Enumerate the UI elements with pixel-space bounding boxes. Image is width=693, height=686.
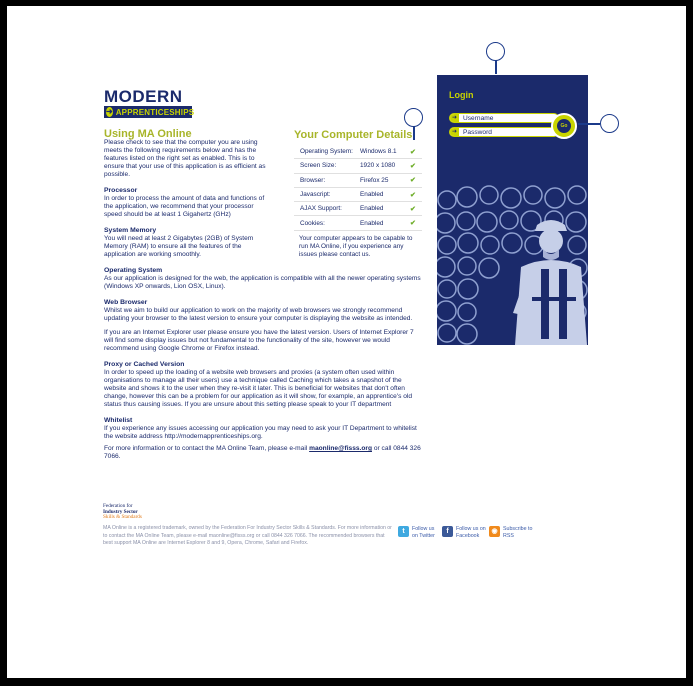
arrow-circle-icon: ➜ [106, 107, 113, 116]
section-body: As our application is designed for the web, the application is compatible with all the newer operating systems (Windows XP onwards, Lion OSX, Linux). [104, 275, 421, 290]
go-label: Go [557, 119, 571, 133]
details-value: Firefox 25 [360, 176, 389, 184]
fisss-line-1: Federation for [103, 503, 133, 509]
logo-bar [104, 106, 195, 118]
section-heading: Processor [104, 187, 138, 194]
using-title: Using MA Online [104, 128, 192, 140]
go-button[interactable] [551, 113, 577, 139]
rss-icon: ◉ [489, 526, 500, 537]
logo-title: MODERN [104, 87, 183, 106]
logo-subtitle: APPRENTICESHIPS [115, 107, 195, 117]
callout-line [413, 126, 415, 140]
username-placeholder: Username [463, 114, 494, 122]
facebook-icon: f [442, 526, 453, 537]
facebook-label: Follow us on Facebook [456, 526, 486, 539]
computer-details-table [294, 145, 422, 231]
section-heading: Operating System [104, 267, 163, 274]
details-row [294, 174, 422, 188]
details-row [294, 145, 422, 159]
rss-label: Subscribe to RSS [503, 526, 533, 539]
details-value: Enabled [360, 205, 384, 213]
contact-email-link[interactable]: maonline@fisss.org [309, 445, 372, 452]
password-placeholder: Password [463, 128, 492, 136]
section-heading: Whitelist [104, 417, 133, 424]
details-row [294, 188, 422, 202]
section-heading: Proxy or Cached Version [104, 361, 185, 368]
footer-legal-text: MA Online is a registered trademark, owned by the Federation For Industry Sector Skills & Standards. For more information or to contact the MA Online Team, please e-mail maonline@fisss.org or call 0844 326 7066. The recommended browsers that best support MA Online are Internet Explorer 8 and 9, Opera, Chrome, Safari and Firefox. [103, 525, 392, 546]
details-label: Browser: [300, 176, 326, 184]
details-label: Javascript: [300, 191, 331, 199]
contact-post: or call 0844 326 7066. [104, 445, 421, 460]
arrow-icon: ➜ [451, 115, 458, 121]
fisss-line-3: Skills & Standards [103, 514, 142, 520]
section-body: You will need at least 2 Gigabytes (2GB) of System Memory (RAM) to ensure all the features of the application are working smoothly. [104, 235, 254, 258]
details-row [294, 216, 422, 230]
section-body: If you experience any issues accessing our application you may need to ask your IT Department to whitelist the website address http://modernapprenticeships.org. [104, 425, 417, 440]
username-field[interactable] [449, 113, 559, 123]
intro-text: Please check to see that the computer you are using meets the following requirements below and has the features listed on the right set as enabled. This is to ensure that your use of this application is as efficient as possible. [104, 139, 266, 178]
contact-pre: For more information or to contact the MA Online Team, please e-mail [104, 445, 308, 452]
check-icon: ✔ [410, 162, 416, 170]
details-value: Windows 8.1 [360, 148, 397, 156]
login-panel [437, 75, 588, 345]
fisss-logo[interactable] [103, 504, 163, 522]
section-proxy [104, 361, 424, 409]
twitter-icon: t [398, 526, 409, 537]
section-processor [104, 187, 269, 219]
details-value: Enabled [360, 219, 384, 227]
callout-line [578, 123, 600, 125]
twitter-link[interactable] [398, 526, 440, 539]
worker-logs-photo [437, 185, 588, 345]
check-icon: ✔ [410, 177, 416, 185]
section-body: In order to speed up the loading of a website web browsers and proxies (a system often used within organisations to manage all their users) use a technique called Caching which takes a snapshot of the website and shows it to the user when they re-visit it later. This is beneficial for websites that don't often change, however this can be a problem for our application as it will show, for example, an apprentice's old status thus causing issues. If you are unsure about this setting please speak to your IT department [104, 369, 413, 408]
password-field[interactable] [449, 127, 559, 137]
section-body: Whilst we aim to build our application to work on the majority of web browsers we strongly recommend updating your browser to the latest version to ensure your computer is displaying the website as intended. [104, 307, 413, 322]
details-row [294, 202, 422, 216]
check-icon: ✔ [410, 220, 416, 228]
callout-circle-details [404, 108, 423, 127]
check-icon: ✔ [410, 191, 416, 199]
details-value: Enabled [360, 191, 384, 199]
modern-apprenticeships-logo[interactable] [104, 87, 195, 118]
details-label: Cookies: [300, 219, 325, 227]
details-row [294, 159, 422, 173]
arrow-icon: ➜ [451, 129, 458, 135]
section-whitelist [104, 417, 424, 441]
callout-circle-go [600, 114, 619, 133]
section-os [104, 267, 424, 291]
facebook-link[interactable] [442, 526, 490, 539]
rss-link[interactable] [489, 526, 533, 539]
section-heading: System Memory [104, 227, 157, 234]
details-title: Your Computer Details [294, 129, 413, 141]
check-icon: ✔ [410, 205, 416, 213]
contact-text [104, 445, 424, 461]
callout-circle-login [486, 42, 505, 61]
section-body: In order to process the amount of data and functions of the application, we recommend that your processor speed should be at least 1 Gigahertz (GHz) [104, 195, 265, 218]
capable-message: Your computer appears to be capable to run MA Online, if you experience any issues please contact us. [299, 235, 413, 258]
fisss-line-2: Industry Sector [103, 508, 138, 515]
details-value: 1920 x 1080 [360, 162, 396, 170]
details-label: Screen Size: [300, 162, 337, 170]
check-icon: ✔ [410, 148, 416, 156]
login-title: Login [449, 90, 474, 100]
section-body-2: If you are an Internet Explorer user please ensure you have the latest version. Users of Internet Explorer 7 will find some display issues but not fundamental to the functionality of the site, however we would recommend using Google Chrome or Firefox instead. [104, 329, 414, 352]
section-browser [104, 299, 424, 353]
section-heading: Web Browser [104, 299, 148, 306]
section-memory [104, 227, 269, 259]
details-label: AJAX Support: [300, 205, 342, 213]
twitter-label: Follow us on Twitter [412, 526, 435, 539]
details-label: Operating System: [300, 148, 353, 156]
callout-line [495, 60, 497, 74]
